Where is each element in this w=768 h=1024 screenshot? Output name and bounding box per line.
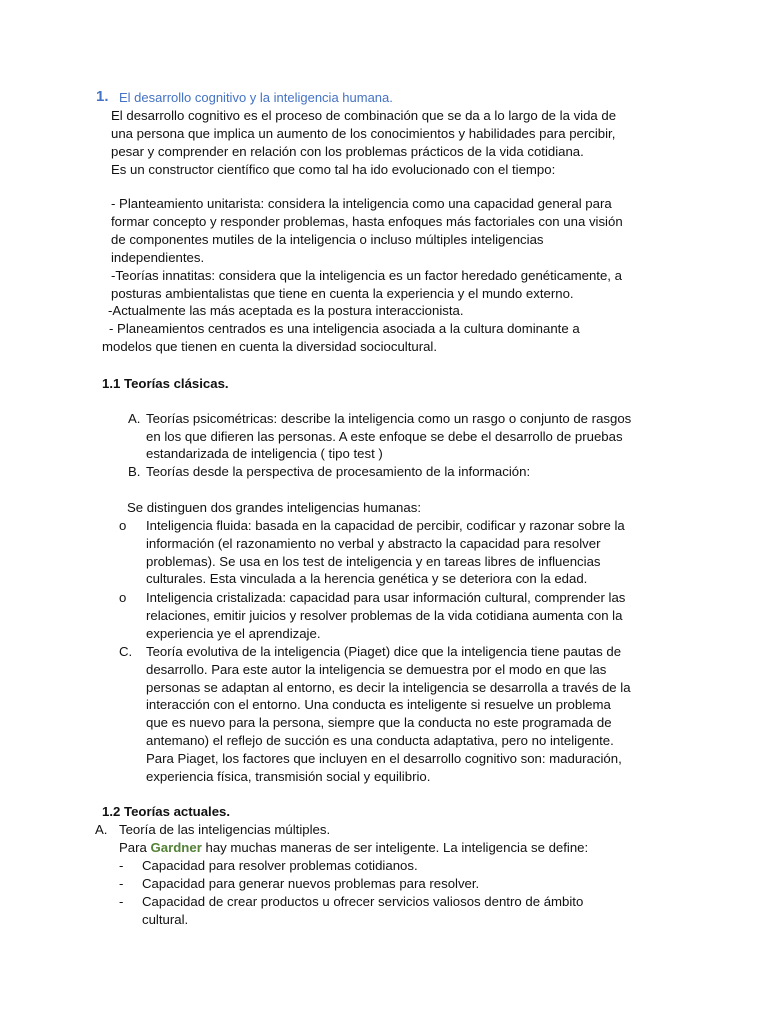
bullet-line: Inteligencia cristalizada: capacidad para usar información cultural, comprender las [146, 590, 626, 605]
approach-line: de componentes mutiles de la inteligencia o incluso múltiples inteligencias [111, 232, 544, 247]
bullet-marker: o [119, 590, 127, 605]
list-marker: A. [95, 822, 108, 837]
dash-marker: - [119, 876, 124, 891]
gardner-line-after: hay muchas maneras de ser inteligente. La inteligencia se define: [201, 840, 589, 855]
intro-line: pesar y comprender en relación con los problemas prácticos de la vida cotidiana. [111, 144, 584, 159]
list-item-line: Teorías psicométricas: describe la inteligencia como un rasgo o conjunto de rasgos [146, 411, 632, 426]
bullet-line: relaciones, emitir juicios y resolver problemas de la vida cotidiana aumenta con la [146, 608, 623, 623]
intro-line: una persona que implica un aumento de los conocimientos y habilidades para percibir, [111, 126, 616, 141]
section-1-2-heading: 1.2 Teorías actuales. [102, 804, 231, 819]
approach-line: modelos que tienen en cuenta la diversidad sociocultural. [102, 339, 438, 354]
list-item-line: Para Piaget, los factores que incluyen en el desarrollo cognitivo son: maduración, [146, 751, 622, 766]
gardner-line-before: Para [119, 840, 151, 855]
approach-line: formar concepto y responder problemas, hasta enfoques más factoriales con una visión [111, 214, 623, 229]
bullet-line: problemas). Se usa en los test de inteligencia y en tareas libres de influencias [146, 554, 601, 569]
list-marker: A. [128, 411, 141, 426]
intro-line: El desarrollo cognitivo es el proceso de combinación que se da a lo largo de la vida de [111, 108, 617, 123]
approach-line: -Actualmente las más aceptada es la postura interaccionista. [108, 303, 464, 318]
approach-line: - Planteamiento unitarista: considera la inteligencia como una capacidad general para [111, 196, 612, 211]
list-marker: B. [128, 464, 141, 479]
dash-item-line: cultural. [142, 912, 189, 927]
list-item-line: Teoría de las inteligencias múltiples. [119, 822, 331, 837]
list-item-line: en los que difieren las personas. A este enfoque se debe el desarrollo de pruebas [146, 429, 623, 444]
list-item-line: personas se adaptan al entorno, es decir la inteligencia se desarrolla a través de la [146, 680, 631, 695]
list-item-line: que es nuevo para la persona, siempre que la conducta no este programada de [146, 715, 612, 730]
bullet-marker: o [119, 518, 127, 533]
section-1-1-heading: 1.1 Teorías clásicas. [102, 376, 229, 391]
dash-item-line: Capacidad de crear productos u ofrecer servicios valiosos dentro de ámbito [142, 894, 584, 909]
list-item-line: antemano) el reflejo de succión es una conducta adaptativa, pero no inteligente. [146, 733, 614, 748]
list-item-line: interacción con el entorno. Una conducta es inteligente si resuelve un problema [146, 697, 611, 712]
approach-line: posturas ambientalistas que tiene en cuenta la experiencia y el mundo externo. [111, 286, 574, 301]
dash-item-line: Capacidad para generar nuevos problemas para resolver. [142, 876, 480, 891]
bullet-line: culturales. Esta vinculada a la herencia genética y se deteriora con la edad. [146, 571, 588, 586]
distinguish-line: Se distinguen dos grandes inteligencias humanas: [127, 500, 421, 515]
intro-line: Es un constructor científico que como tal ha ido evolucionado con el tiempo: [111, 162, 556, 177]
list-item-line: Teorías desde la perspectiva de procesamiento de la información: [146, 464, 531, 479]
approach-line: independientes. [111, 250, 205, 265]
gardner-line [119, 839, 588, 857]
approach-line: - Planeamientos centrados es una inteligencia asociada a la cultura dominante a [109, 321, 580, 336]
dash-item-line: Capacidad para resolver problemas cotidianos. [142, 858, 418, 873]
dash-marker: - [119, 858, 124, 873]
approach-line: -Teorías innatitas: considera que la inteligencia es un factor heredado genéticamente, a [111, 268, 622, 283]
bullet-line: experiencia ye el aprendizaje. [146, 626, 321, 641]
title-number: 1. [96, 88, 109, 105]
gardner-name: Gardner [150, 840, 202, 855]
list-item-line: Teoría evolutiva de la inteligencia (Piaget) dice que la inteligencia tiene pautas de [146, 644, 622, 659]
dash-marker: - [119, 894, 124, 909]
bullet-line: Inteligencia fluida: basada en la capacidad de percibir, codificar y razonar sobre la [146, 518, 625, 533]
list-item-line: estandarizada de inteligencia ( tipo test ) [146, 446, 383, 461]
list-item-line: experiencia física, transmisión social y equilibrio. [146, 769, 431, 784]
list-marker: C. [119, 644, 133, 659]
page-title: El desarrollo cognitivo y la inteligencia humana. [119, 90, 393, 105]
list-item-line: desarrollo. Para este autor la inteligencia se demuestra por el modo en que las [146, 662, 607, 677]
bullet-line: información (el razonamiento no verbal y abstracto la capacidad para resolver [146, 536, 601, 551]
